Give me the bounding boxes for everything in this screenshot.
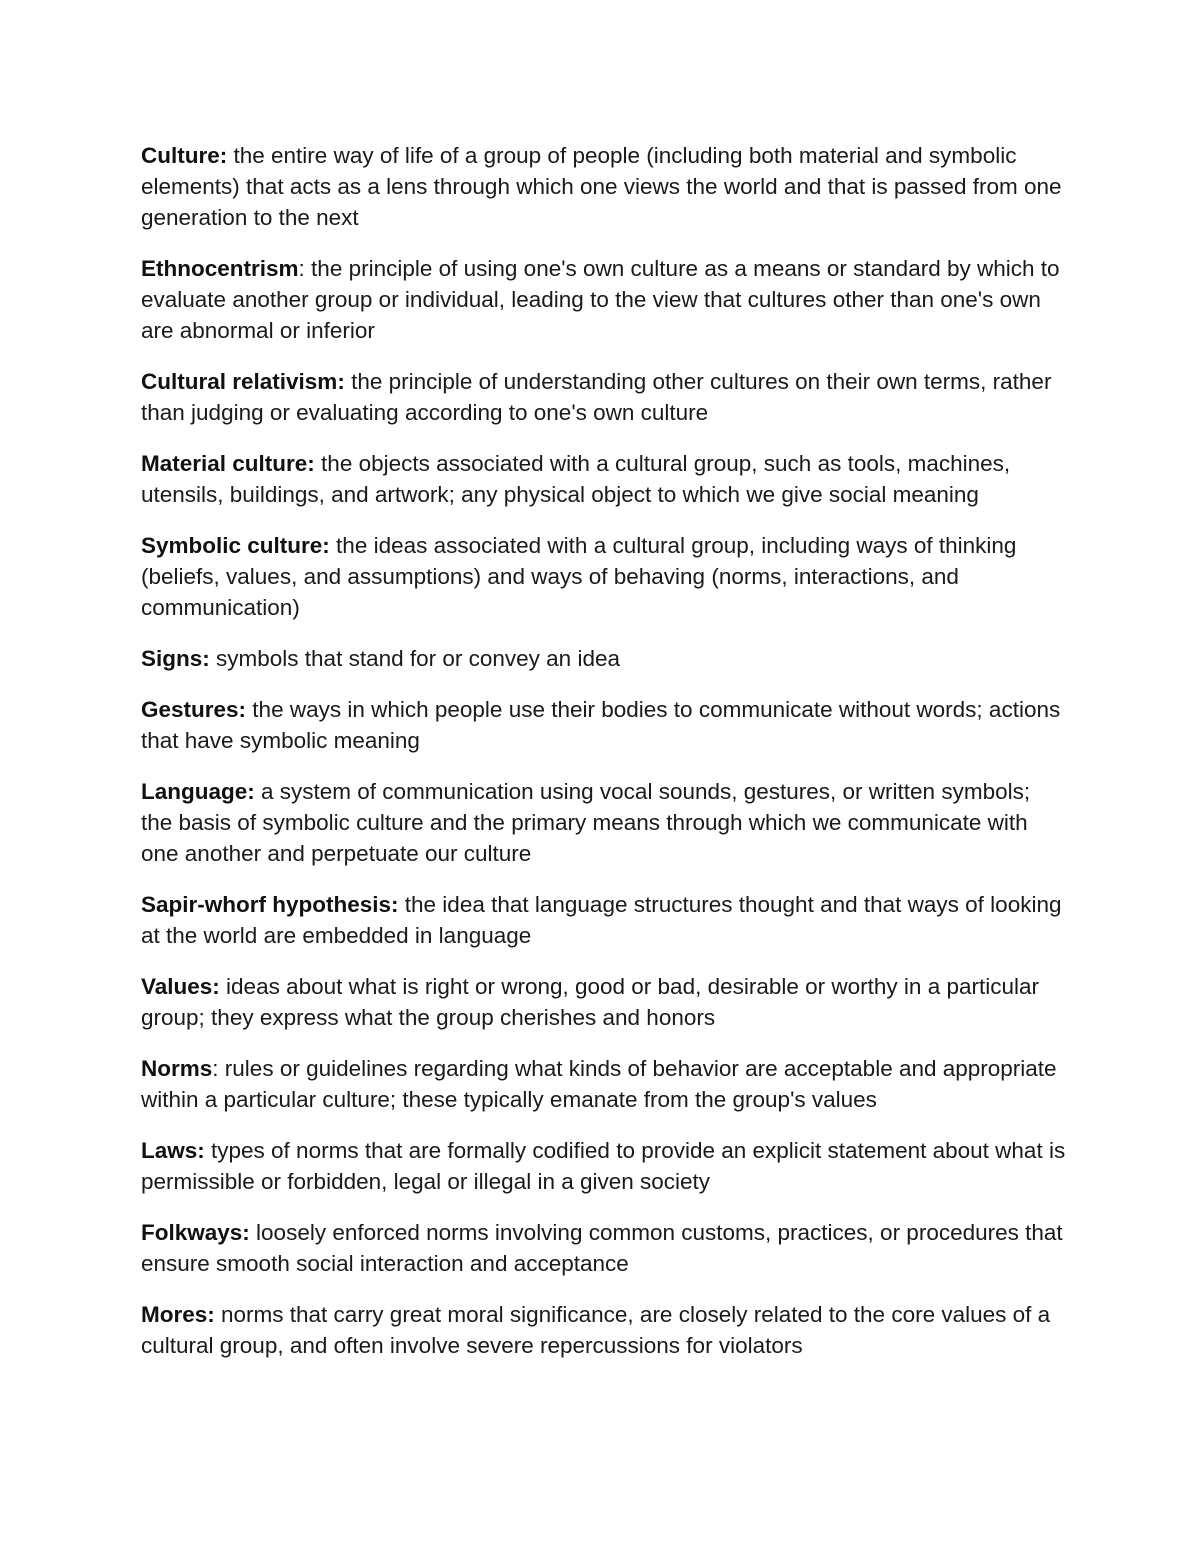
term: Signs: bbox=[141, 646, 210, 671]
definition: types of norms that are formally codified to provide an explicit statement about what is permissible or forbidden, legal or illegal in a given society bbox=[141, 1138, 1066, 1194]
term: Language: bbox=[141, 779, 255, 804]
entry-norms bbox=[141, 1053, 1066, 1115]
entry-symbolic-culture bbox=[141, 530, 1066, 623]
entry-gestures bbox=[141, 694, 1066, 756]
definition: the principle of understanding other cultures on their own terms, rather than judging or evaluating according to one's own culture bbox=[141, 369, 1052, 425]
entry-cultural-relativism bbox=[141, 366, 1066, 428]
definition: loosely enforced norms involving common customs, practices, or procedures that ensure smooth social interaction and acceptance bbox=[141, 1220, 1063, 1276]
definition: symbols that stand for or convey an idea bbox=[209, 646, 620, 671]
definition: the principle of using one's own culture as a means or standard by which to evaluate another group or individual, leading to the view that cultures other than one's own are abnormal or inferior bbox=[141, 256, 1060, 343]
term: Symbolic culture: bbox=[141, 533, 330, 558]
definition: the ideas associated with a cultural group, including ways of thinking (beliefs, values, and assumptions) and ways of behaving (norms, interactions, and communication) bbox=[141, 533, 1017, 620]
entry-values bbox=[141, 971, 1066, 1033]
entry-mores bbox=[141, 1299, 1066, 1361]
definition: the ways in which people use their bodies to communicate without words; actions that have symbolic meaning bbox=[141, 697, 1061, 753]
term-separator: : bbox=[212, 1056, 219, 1081]
term: Norms bbox=[141, 1056, 213, 1081]
term: Culture: bbox=[141, 143, 228, 168]
definition: the idea that language structures thought and that ways of looking at the world are embedded in language bbox=[141, 892, 1062, 948]
entry-language bbox=[141, 776, 1066, 869]
term: Sapir-whorf hypothesis: bbox=[141, 892, 399, 917]
term: Gestures: bbox=[141, 697, 247, 722]
definition: rules or guidelines regarding what kinds of behavior are acceptable and appropriate within a particular culture; these typically emanate from the group's values bbox=[141, 1056, 1057, 1112]
definition: norms that carry great moral significance, are closely related to the core values of a cultural group, and often involve severe repercussions for violators bbox=[141, 1302, 1051, 1358]
entry-laws bbox=[141, 1135, 1066, 1197]
entry-ethnocentrism bbox=[141, 253, 1066, 346]
term: Mores: bbox=[141, 1302, 215, 1327]
definition: ideas about what is right or wrong, good or bad, desirable or worthy in a particular group; they express what the group cherishes and honors bbox=[141, 974, 1039, 1030]
entry-sapir-whorf-hypothesis bbox=[141, 889, 1066, 951]
term: Cultural relativism: bbox=[141, 369, 345, 394]
entry-signs bbox=[141, 643, 1066, 674]
entry-material-culture bbox=[141, 448, 1066, 510]
term: Values: bbox=[141, 974, 220, 999]
document-page bbox=[141, 140, 1066, 1381]
term: Laws: bbox=[141, 1138, 205, 1163]
term-separator: : bbox=[298, 256, 305, 281]
entry-culture bbox=[141, 140, 1066, 233]
definition: the entire way of life of a group of people (including both material and symbolic elements) that acts as a lens through which one views the world and that is passed from one generation to the next bbox=[141, 143, 1062, 230]
term: Material culture: bbox=[141, 451, 315, 476]
term: Ethnocentrism bbox=[141, 256, 299, 281]
entry-folkways bbox=[141, 1217, 1066, 1279]
definition: the objects associated with a cultural group, such as tools, machines, utensils, buildings, and artwork; any physical object to which we give social meaning bbox=[141, 451, 1011, 507]
definition: a system of communication using vocal sounds, gestures, or written symbols; the basis of symbolic culture and the primary means through which we communicate with one another and perpetuate our culture bbox=[141, 779, 1031, 866]
term: Folkways: bbox=[141, 1220, 250, 1245]
